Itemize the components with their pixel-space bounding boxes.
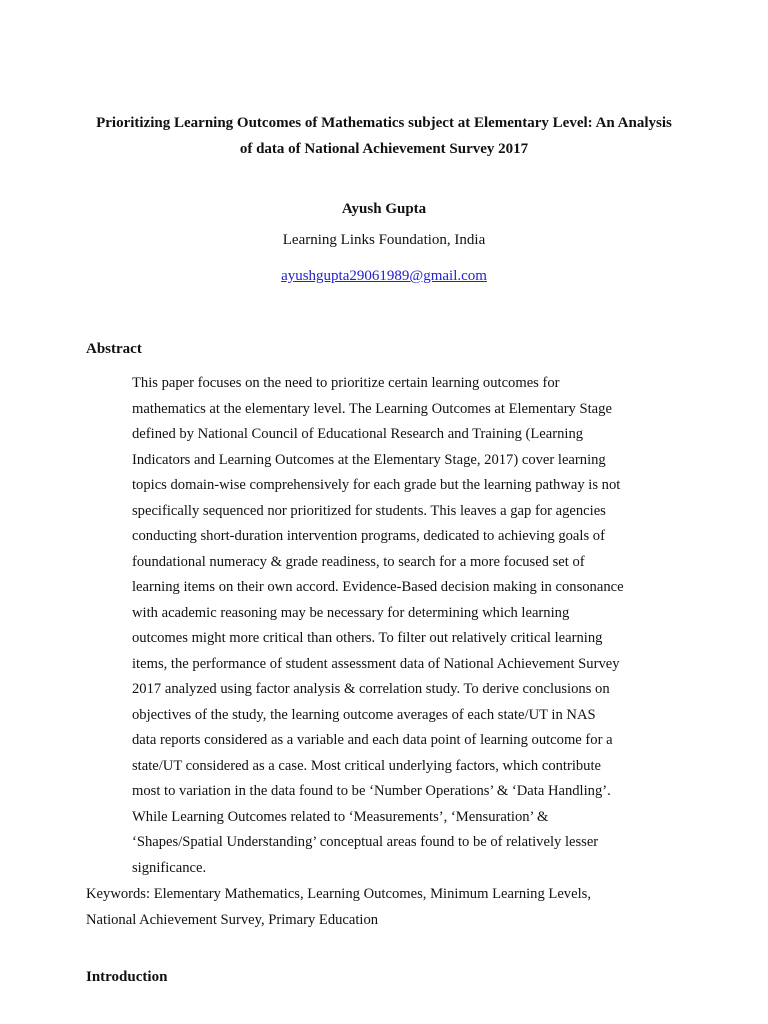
abstract-line: Indicators and Learning Outcomes at the Elementary Stage, 2017) cover learning (132, 451, 606, 468)
abstract-line: learning items on their own accord. Evidence-Based decision making in consonance (132, 579, 624, 595)
abstract-line: items, the performance of student assessment data of National Achievement Survey (132, 655, 620, 672)
abstract-line: This paper focuses on the need to prioritize certain learning outcomes for (132, 375, 560, 391)
abstract-line: While Learning Outcomes related to ‘Measurements’, ‘Mensuration’ & (132, 808, 549, 825)
keywords (86, 882, 706, 933)
abstract-line: 2017 analyzed using factor analysis & correlation study. To derive conclusions on (132, 681, 610, 697)
author-email (0, 265, 768, 287)
title-line: of data of National Achievement Survey 2017 (239, 141, 529, 157)
abstract-line: outcomes might more critical than others. To filter out relatively critical learning (132, 630, 603, 646)
abstract-line: topics domain-wise comprehensively for each grade but the learning pathway is not (132, 477, 621, 493)
abstract-line: ‘Shapes/Spatial Understanding’ conceptual areas found to be of relatively lesser (132, 834, 599, 850)
abstract-heading: Abstract (86, 341, 142, 357)
abstract-line: objectives of the study, the learning outcome averages of each state/UT in NAS (132, 706, 596, 723)
abstract-line: specifically sequenced nor prioritized for students. This leaves a gap for agencies (132, 502, 606, 519)
paper-title (80, 110, 688, 162)
abstract-line: with academic reasoning may be necessary for determining which learning (132, 604, 570, 621)
introduction-heading: Introduction (86, 969, 168, 985)
abstract-line: most to variation in the data found to be ‘Number Operations’ & ‘Data Handling’. (132, 783, 611, 799)
keywords-line: Keywords: Elementary Mathematics, Learning Outcomes, Minimum Learning Levels, (86, 886, 591, 902)
abstract-line: significance. (132, 859, 207, 876)
abstract-line: data reports considered as a variable and each data point of learning outcome for a (132, 732, 613, 748)
abstract-line: defined by National Council of Educational Research and Training (Learning (132, 426, 584, 442)
title-line: Prioritizing Learning Outcomes of Mathematics subject at Elementary Level: An Analysis (96, 115, 672, 131)
abstract-body (132, 371, 692, 881)
abstract-line: foundational numeracy & grade readiness, to search for a more focused set of (132, 553, 585, 570)
email-link[interactable]: ayushgupta29061989@gmail.com (281, 268, 487, 284)
author-name: Ayush Gupta (341, 201, 427, 217)
abstract-line: conducting short-duration intervention programs, dedicated to achieving goals of (132, 528, 605, 544)
abstract-line: state/UT considered as a case. Most critical underlying factors, which contribute (132, 757, 602, 774)
keywords-line: National Achievement Survey, Primary Education (86, 911, 379, 928)
author-affiliation: Learning Links Foundation, India (282, 232, 486, 248)
abstract-line: mathematics at the elementary level. The Learning Outcomes at Elementary Stage (132, 400, 612, 417)
